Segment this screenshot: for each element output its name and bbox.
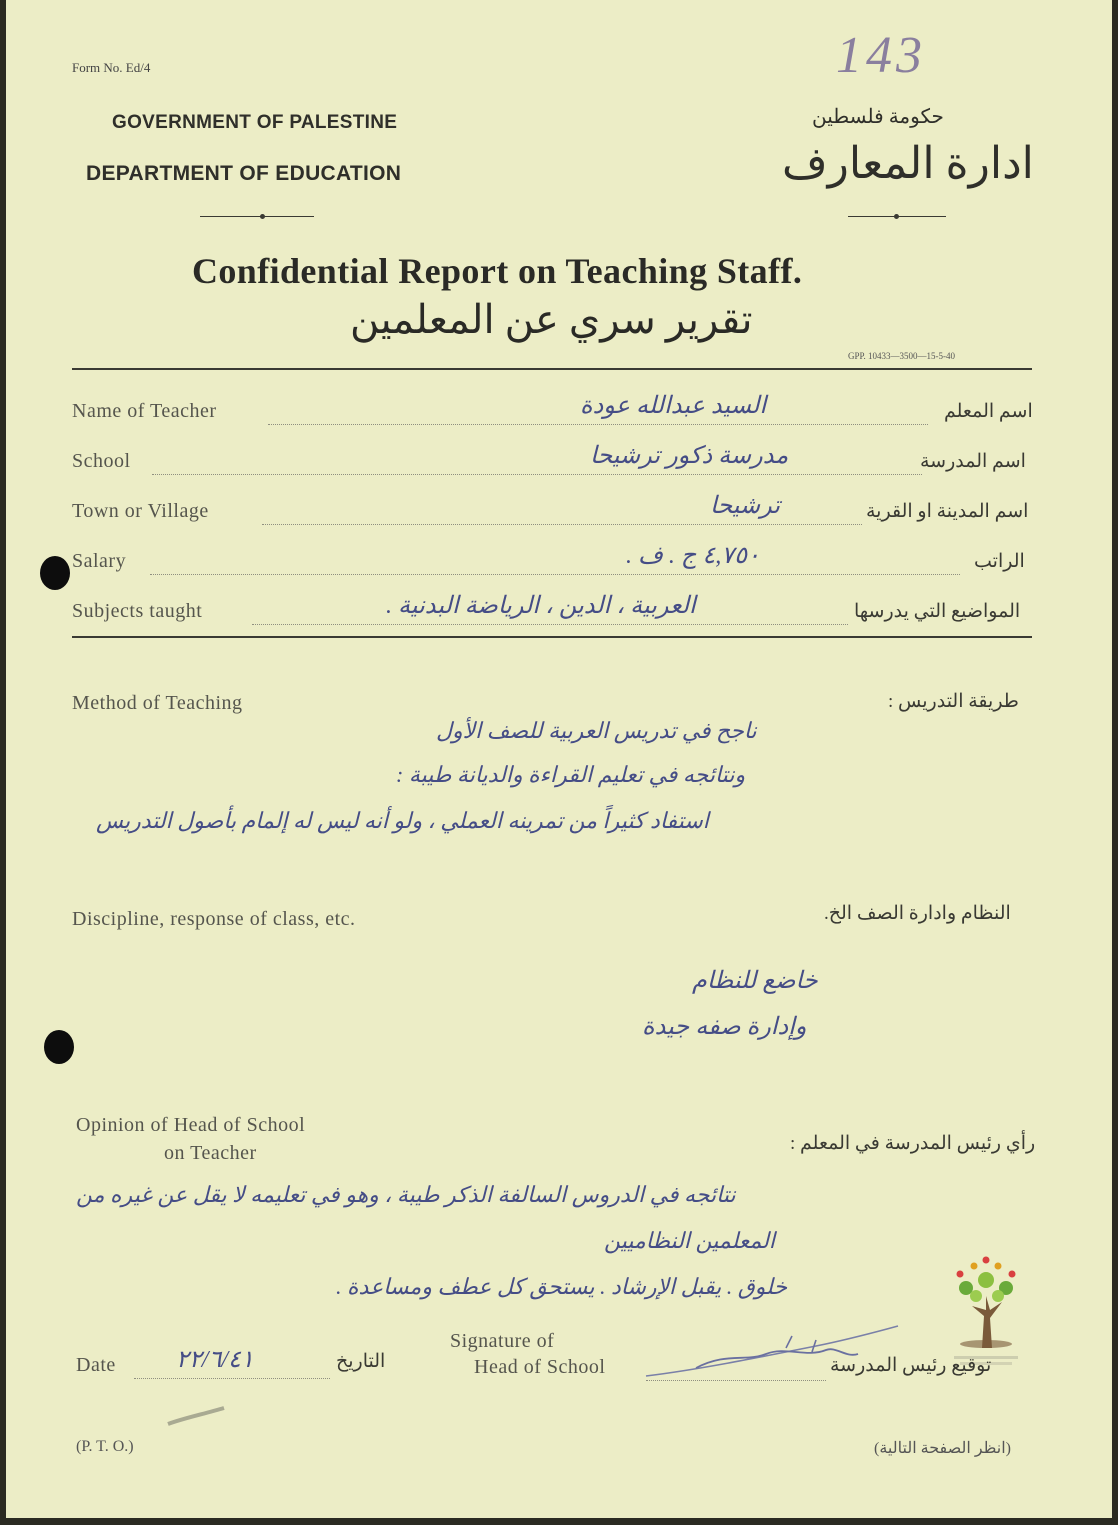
top-rule <box>72 368 1032 370</box>
opinion-line-3: خلوق . يقبل الإرشاد . يستحق كل عطف ومساعدة . <box>336 1274 788 1299</box>
subjects-line <box>252 624 848 625</box>
school-line <box>152 474 922 475</box>
discipline-label-arabic: النظام وادارة الصف الخ. <box>824 903 1011 924</box>
town-value: ترشيحا <box>710 493 781 519</box>
handwritten-page-number: 143 <box>836 27 926 84</box>
document-page <box>6 0 1112 1518</box>
subjects-label-arabic: المواضيع التي يدرسها <box>854 601 1021 622</box>
department-heading-arabic: ادارة المعارف <box>782 139 1034 188</box>
tree-logo-icon <box>946 1250 1026 1370</box>
report-title: Confidential Report on Teaching Staff. <box>192 251 803 291</box>
opinion-label-line-1: Opinion of Head of School <box>76 1114 306 1136</box>
discipline-line-1: خاضع للنظام <box>692 968 818 994</box>
divider-left <box>200 216 314 217</box>
teacher-name-label: Name of Teacher <box>72 400 217 422</box>
teacher-name-label-arabic: اسم المعلم <box>944 401 1033 422</box>
opinion-label-arabic: رأي رئيس المدرسة في المعلم : <box>790 1133 1036 1154</box>
punch-hole-icon <box>40 556 70 590</box>
signature-label-line-1: Signature of <box>450 1330 555 1352</box>
salary-value: ٤,٧٥٠ ج . ف . <box>626 543 760 569</box>
opinion-line-2: المعلمين النظاميين <box>604 1228 776 1253</box>
date-line <box>134 1378 330 1379</box>
teacher-name-line <box>268 424 928 425</box>
method-line-1: ناجح في تدريس العربية للصف الأول <box>436 718 757 743</box>
salary-label-arabic: الراتب <box>974 551 1025 572</box>
date-label: Date <box>76 1354 116 1376</box>
method-line-3: استفاد كثيراً من تمرينه العملي ، ولو أنه ليس له إلمام بأصول التدريس <box>96 808 709 833</box>
head-signature <box>636 1318 906 1388</box>
form-number: Form No. Ed/4 <box>72 60 151 75</box>
opinion-line-1: نتائجه في الدروس السالفة الذكر طيبة ، وهو في تعليمه لا يقل عن غيره من <box>76 1182 736 1207</box>
ink-stamp-mark <box>164 1404 244 1428</box>
report-title-arabic: تقرير سري عن المعلمين <box>350 297 753 342</box>
date-label-arabic: التاريخ <box>336 1351 386 1372</box>
method-line-2: ونتائجه في تعليم القراءة والديانة طيبة : <box>396 762 746 787</box>
opinion-label-line-2: on Teacher <box>164 1142 257 1164</box>
town-label-arabic: اسم المدينة او القرية <box>866 501 1029 522</box>
subjects-label: Subjects taught <box>72 600 203 622</box>
town-line <box>262 524 862 525</box>
salary-label: Salary <box>72 550 127 572</box>
punch-hole-icon <box>44 1030 74 1064</box>
discipline-line-2: وإدارة صفه جيدة <box>642 1014 807 1040</box>
method-label-arabic: طريقة التدريس : <box>888 691 1019 712</box>
government-heading-arabic: حكومة فلسطين <box>812 106 944 128</box>
department-heading: DEPARTMENT OF EDUCATION <box>86 162 402 185</box>
next-page-note-arabic: (انظر الصفحة التالية) <box>874 1440 1012 1457</box>
school-label-arabic: اسم المدرسة <box>920 451 1026 472</box>
signature-label-arabic: توقيع رئيس المدرسة <box>830 1355 992 1376</box>
teacher-name-value: السيد عبدالله عودة <box>580 393 767 419</box>
method-label: Method of Teaching <box>72 692 243 714</box>
school-label: School <box>72 450 131 472</box>
salary-line <box>150 574 960 575</box>
date-value: ٢٢/٦/٤١ <box>176 1347 254 1373</box>
school-value: مدرسة ذكور ترشيحا <box>590 443 789 469</box>
subjects-value: العربية ، الدين ، الرياضة البدنية . <box>386 593 696 619</box>
divider-left-dot <box>260 214 265 219</box>
printer-code: GPP. 10433—3500—15-5-40 <box>848 351 956 361</box>
discipline-label: Discipline, response of class, etc. <box>72 908 356 930</box>
pto-note: (P. T. O.) <box>76 1438 134 1455</box>
signature-label-line-2: Head of School <box>474 1356 606 1378</box>
town-label: Town or Village <box>72 500 209 522</box>
divider-right-dot <box>894 214 899 219</box>
government-heading: GOVERNMENT OF PALESTINE <box>112 112 398 133</box>
fields-bottom-rule <box>72 636 1032 638</box>
